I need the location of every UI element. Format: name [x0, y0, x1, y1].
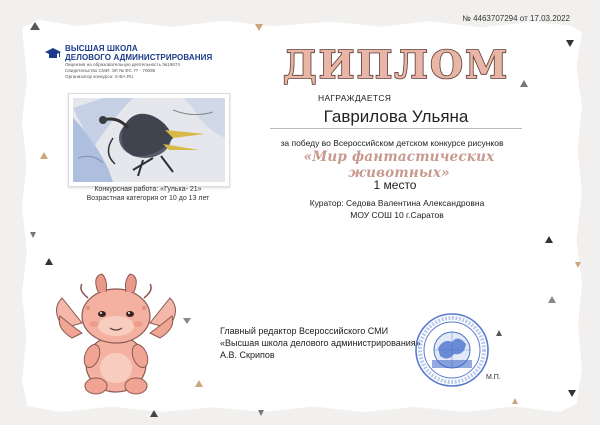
artwork-image: [68, 93, 230, 187]
awarded-label: НАГРАЖДАЕТСЯ: [318, 93, 392, 103]
logo-line-1: ВЫСШАЯ ШКОЛА: [65, 44, 138, 53]
age-category: Возрастная категория от 10 до 13 лет: [86, 195, 210, 202]
school-text: МОУ СОШ 10 г.Саратов: [350, 210, 444, 220]
editor-title: Главный редактор Всероссийского СМИ: [220, 326, 389, 336]
license-text: Лицензия на образовательную деятельность №19674: [65, 62, 180, 67]
artwork-title: Конкурсная работа: «Гулька- 21»: [94, 186, 202, 193]
diploma-title: [282, 40, 510, 92]
name-underline: [270, 128, 522, 129]
cartoon-creature-illustration: [52, 268, 180, 398]
victory-text: за победу во Всероссийском детском конкурсе рисунков: [280, 138, 504, 148]
document-number: № 4463707294 от 17.03.2022: [462, 14, 570, 23]
place-text: 1 место: [373, 178, 417, 192]
publisher-logo: [45, 44, 225, 80]
publisher-name: «Высшая школа делового администрирования»: [220, 338, 421, 348]
contest-name: «Мир фантастических животных»: [303, 149, 495, 181]
graduation-cap-icon: [45, 47, 61, 60]
seal-mark: М.П.: [486, 374, 501, 381]
logo-line-2: ДЕЛОВОГО АДМИНИСТРИРОВАНИЯ: [65, 53, 213, 62]
official-seal-stamp: [414, 312, 490, 388]
editor-name: А.В. Скрипов: [220, 350, 275, 360]
recipient-name: Гаврилова Ульяна: [323, 107, 469, 126]
diploma-title-text: ДИПЛОМ: [282, 42, 510, 87]
media-certificate-text: Свидетельство СМИ: ЭЛ № ФС 77 - 70095: [65, 68, 156, 73]
artwork-drawing: [73, 98, 225, 182]
curator-text: Куратор: Седова Валентина Александровна: [309, 198, 485, 208]
organizer-text: Организатор конкурса: S-BA.RU: [65, 74, 134, 79]
